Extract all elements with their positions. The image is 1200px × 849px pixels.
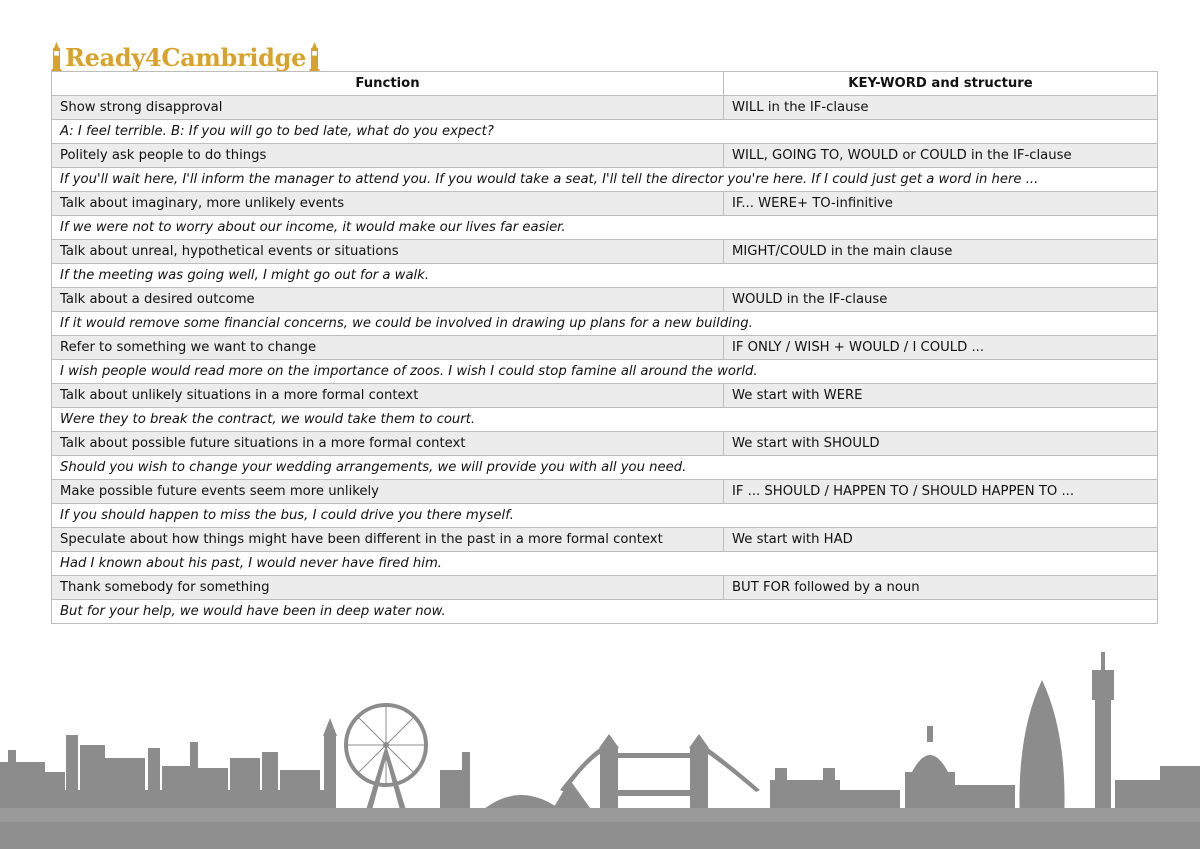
grammar-table (51, 71, 1158, 624)
example-row (52, 264, 1158, 288)
structure-cell: WILL in the IF-clause (724, 96, 1158, 120)
table-row (52, 528, 1158, 552)
function-cell: Talk about unlikely situations in a more formal context (52, 384, 724, 408)
example-row (52, 504, 1158, 528)
structure-cell: We start with WERE (724, 384, 1158, 408)
header-function: Function (52, 72, 724, 96)
example-row (52, 408, 1158, 432)
example-row (52, 120, 1158, 144)
brand-name: Ready4Cambridge (65, 42, 307, 72)
example-cell: I wish people would read more on the importance of zoos. I wish I could stop famine all around the world. (52, 360, 1158, 384)
table-row (52, 576, 1158, 600)
function-cell: Make possible future events seem more unlikely (52, 480, 724, 504)
structure-cell: WILL, GOING TO, WOULD or COULD in the IF-clause (724, 144, 1158, 168)
structure-cell: We start with HAD (724, 528, 1158, 552)
london-skyline-illustration (0, 640, 1200, 849)
header-structure: KEY-WORD and structure (724, 72, 1158, 96)
example-cell: If it would remove some financial concerns, we could be involved in drawing up plans for a new building. (52, 312, 1158, 336)
big-ben-icon (50, 42, 63, 72)
example-row (52, 168, 1158, 192)
example-cell: If you'll wait here, I'll inform the manager to attend you. If you would take a seat, I'll tell the director you're here. If I could just get a word in here ... (52, 168, 1158, 192)
example-row (52, 456, 1158, 480)
structure-cell: We start with SHOULD (724, 432, 1158, 456)
table-row (52, 432, 1158, 456)
example-cell: Had I known about his past, I would never have fired him. (52, 552, 1158, 576)
structure-cell: IF... WERE+ TO-infinitive (724, 192, 1158, 216)
function-cell: Talk about unreal, hypothetical events or situations (52, 240, 724, 264)
example-row (52, 600, 1158, 624)
example-row (52, 216, 1158, 240)
function-cell: Thank somebody for something (52, 576, 724, 600)
table-header-row (52, 72, 1158, 96)
function-cell: Politely ask people to do things (52, 144, 724, 168)
brand-logo (50, 40, 321, 74)
example-cell: If we were not to worry about our income, it would make our lives far easier. (52, 216, 1158, 240)
table-row (52, 288, 1158, 312)
big-ben-icon (308, 42, 321, 72)
structure-cell: BUT FOR followed by a noun (724, 576, 1158, 600)
function-cell: Talk about a desired outcome (52, 288, 724, 312)
table-row (52, 96, 1158, 120)
table-row (52, 336, 1158, 360)
example-cell: If you should happen to miss the bus, I could drive you there myself. (52, 504, 1158, 528)
structure-cell: WOULD in the IF-clause (724, 288, 1158, 312)
example-cell: But for your help, we would have been in deep water now. (52, 600, 1158, 624)
example-cell: A: I feel terrible. B: If you will go to bed late, what do you expect? (52, 120, 1158, 144)
function-cell: Talk about imaginary, more unlikely events (52, 192, 724, 216)
structure-cell: IF ... SHOULD / HAPPEN TO / SHOULD HAPPEN TO ... (724, 480, 1158, 504)
example-row (52, 552, 1158, 576)
structure-cell: MIGHT/COULD in the main clause (724, 240, 1158, 264)
example-cell: Were they to break the contract, we would take them to court. (52, 408, 1158, 432)
table-row (52, 384, 1158, 408)
table-row (52, 240, 1158, 264)
table-row (52, 480, 1158, 504)
table-row (52, 192, 1158, 216)
example-row (52, 312, 1158, 336)
function-cell: Show strong disapproval (52, 96, 724, 120)
table-row (52, 144, 1158, 168)
function-cell: Refer to something we want to change (52, 336, 724, 360)
function-cell: Speculate about how things might have been different in the past in a more formal context (52, 528, 724, 552)
example-row (52, 360, 1158, 384)
structure-cell: IF ONLY / WISH + WOULD / I COULD ... (724, 336, 1158, 360)
function-cell: Talk about possible future situations in a more formal context (52, 432, 724, 456)
example-cell: Should you wish to change your wedding arrangements, we will provide you with all you need. (52, 456, 1158, 480)
example-cell: If the meeting was going well, I might go out for a walk. (52, 264, 1158, 288)
